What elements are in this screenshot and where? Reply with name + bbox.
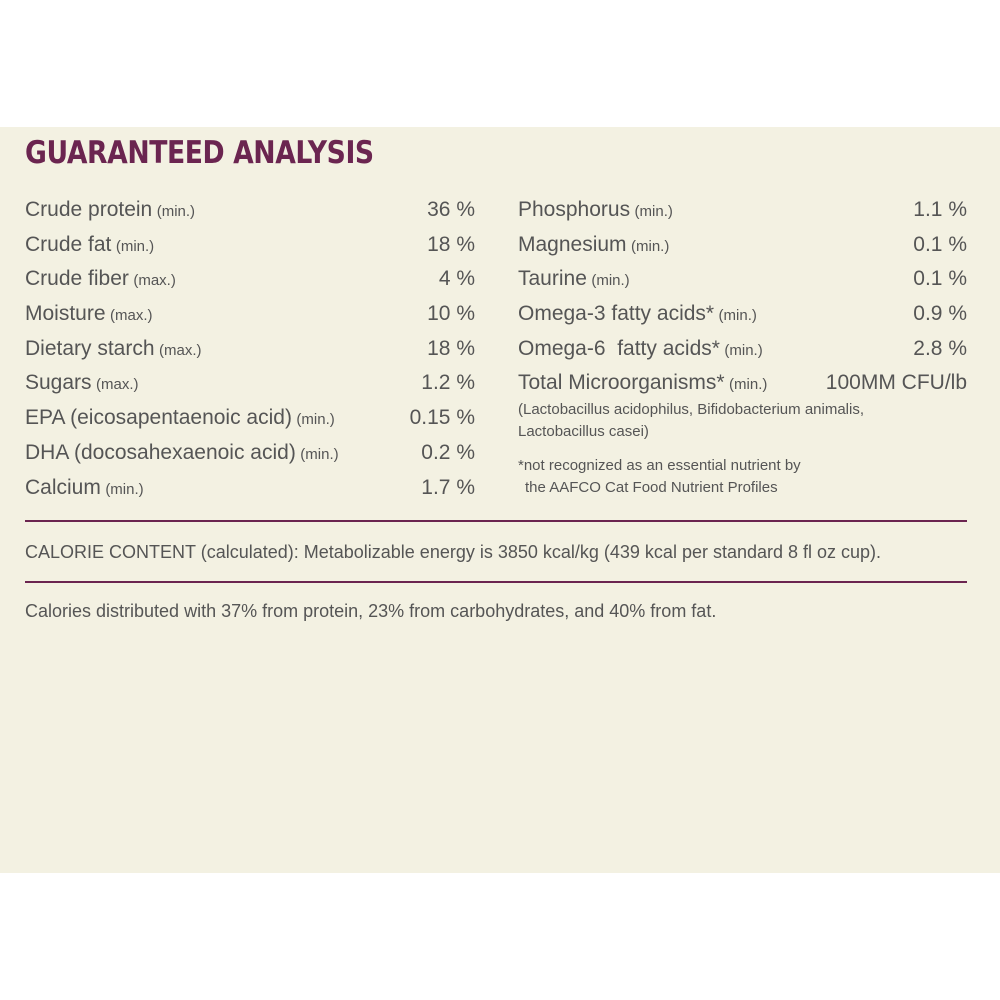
nutrient-name: Moisture <box>25 302 106 326</box>
nutrient-value: 36 % <box>427 198 475 221</box>
guaranteed-analysis-panel <box>0 127 1000 873</box>
nutrient-qualifier: (min.) <box>729 376 768 394</box>
nutrient-row <box>25 436 475 471</box>
nutrient-row <box>518 228 967 263</box>
nutrient-qualifier: (min.) <box>105 480 144 498</box>
nutrient-name: Total Microorganisms* <box>518 371 725 395</box>
nutrient-value: 0.1 % <box>913 267 967 291</box>
calorie-distribution: Calories distributed with 37% from protein, 23% from carbohydrates, and 40% from fat. <box>25 601 717 621</box>
nutrient-row <box>25 297 475 332</box>
nutrient-value: 0.9 % <box>913 302 967 326</box>
nutrient-name: Crude fat <box>25 232 112 256</box>
calorie-content: CALORIE CONTENT (calculated): Metabolizable energy is 3850 kcal/kg (439 kcal per standard 8 fl oz cup). <box>25 542 882 562</box>
nutrient-name: Crude fiber <box>25 267 129 291</box>
nutrient-qualifier: (min.) <box>724 341 763 359</box>
nutrient-name: Omega-6 fatty acids* <box>518 336 720 360</box>
nutrient-value: 10 % <box>427 302 475 326</box>
nutrient-qualifier: (max.) <box>109 307 153 325</box>
right-nutrient-column <box>518 193 967 499</box>
nutrient-name: Taurine <box>518 267 587 291</box>
nutrient-qualifier: (min.) <box>296 411 335 429</box>
nutrient-value: 4 % <box>438 267 475 291</box>
nutrient-qualifier: (max.) <box>133 272 176 290</box>
nutrient-value: 1.1 % <box>913 198 967 221</box>
nutrient-qualifier: (min.) <box>631 237 670 255</box>
aafco-footnote <box>518 455 967 499</box>
nutrient-qualifier: (min.) <box>156 203 196 220</box>
left-nutrient-column <box>25 193 475 505</box>
nutrient-name: Crude protein <box>25 198 153 221</box>
microorganisms-note <box>518 399 967 443</box>
nutrient-value: 100MM CFU/lb <box>825 371 967 395</box>
footnote-line: the AAFCO Cat Food Nutrient Profiles <box>525 479 778 497</box>
nutrient-row <box>518 193 967 228</box>
nutrient-name: Calcium <box>25 475 101 499</box>
nutrient-qualifier: (min.) <box>718 307 757 325</box>
nutrient-row <box>25 332 475 367</box>
nutrient-qualifier: (min.) <box>300 445 339 463</box>
nutrient-qualifier: (min.) <box>634 203 673 220</box>
nutrient-row <box>518 297 967 332</box>
nutrient-row <box>25 228 475 263</box>
section-title: GUARANTEED ANALYSIS <box>25 135 374 171</box>
nutrient-value: 1.2 % <box>421 371 475 395</box>
microorganisms-note-line: Lactobacillus casei) <box>518 423 649 441</box>
nutrient-qualifier: (max.) <box>159 341 202 359</box>
nutrient-row <box>518 262 967 297</box>
nutrient-value: 18 % <box>427 232 475 256</box>
divider <box>25 581 967 583</box>
footnote-line: *not recognized as an essential nutrient by <box>518 457 801 475</box>
nutrient-value: 2.8 % <box>913 336 967 360</box>
nutrient-name: Sugars <box>25 371 92 395</box>
nutrient-row <box>25 471 475 506</box>
nutrient-name: Magnesium <box>518 232 627 256</box>
nutrient-row <box>518 366 967 401</box>
nutrient-qualifier: (min.) <box>591 272 630 290</box>
nutrient-qualifier: (max.) <box>96 376 139 394</box>
nutrient-name: EPA (eicosapentaenoic acid) <box>25 406 292 430</box>
nutrient-value: 18 % <box>427 336 475 360</box>
nutrient-name: Phosphorus <box>518 198 631 221</box>
nutrient-row <box>25 262 475 297</box>
nutrient-row <box>25 193 475 228</box>
microorganisms-note-line: (Lactobacillus acidophilus, Bifidobacterium animalis, <box>518 401 865 419</box>
nutrient-value: 0.1 % <box>913 232 967 256</box>
nutrient-row <box>25 401 475 436</box>
nutrient-row <box>518 332 967 367</box>
nutrient-name: Omega-3 fatty acids* <box>518 302 715 326</box>
nutrient-name: DHA (docosahexaenoic acid) <box>25 440 296 464</box>
nutrient-qualifier: (min.) <box>115 237 155 255</box>
divider <box>25 520 967 522</box>
nutrient-name: Dietary starch <box>25 336 155 360</box>
nutrient-value: 0.15 % <box>409 406 475 430</box>
nutrient-value: 0.2 % <box>421 440 475 464</box>
nutrient-value: 1.7 % <box>421 475 475 499</box>
nutrient-row <box>25 366 475 401</box>
